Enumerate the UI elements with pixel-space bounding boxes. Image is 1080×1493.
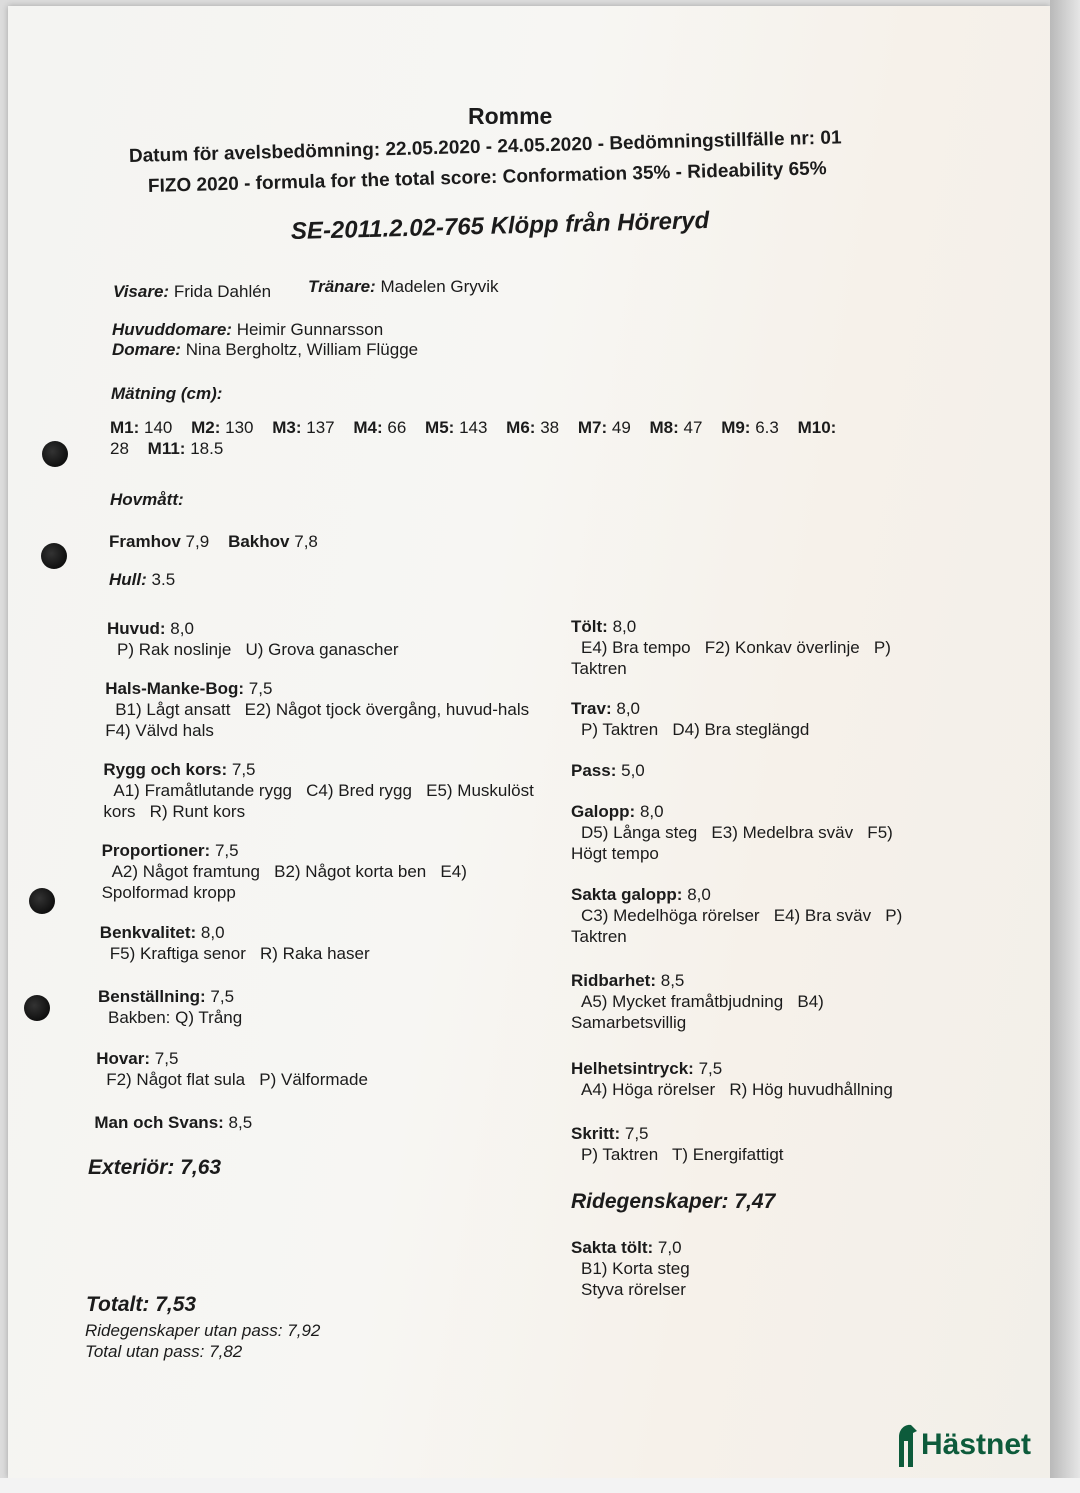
section-comment: P) Taktren T) Energifattigt [581,1145,784,1164]
section-label: Sakta galopp: [571,885,683,904]
measurement-value: 143 [459,418,488,437]
right-section [571,616,891,679]
measurement-item [425,418,487,437]
measurement-value: 66 [387,418,407,437]
right-section [571,760,645,781]
domare-label: Domare: [112,340,181,359]
background-edge [1050,0,1080,1493]
left-section [102,840,467,903]
tranare-row [308,277,499,297]
section-comment: Spolformad kropp [101,883,236,902]
section-comment: Taktren [571,659,627,678]
domare-value: Nina Bergholtz, William Flügge [185,340,419,359]
measurement-item [506,418,559,437]
section-score: 7,5 [248,679,273,698]
sakta-tolt-comment: B1) Korta steg [581,1259,690,1278]
section-comment: F2) Något flat sula P) Välformade [106,1070,368,1089]
section-score: 8,0 [612,617,637,636]
hull-label: Hull: [109,570,147,589]
section-score: 8,0 [170,619,194,638]
section-score: 8,0 [639,802,664,821]
measurement-values [110,417,870,459]
left-section [96,1048,368,1090]
measurement-key: M11: [147,439,186,458]
section-comment: kors R) Runt kors [103,802,246,821]
measurement-key: M10: [797,418,837,437]
measurement-key: M2: [191,418,221,437]
hull-row [109,570,175,590]
section-label: Proportioner: [101,841,211,860]
section-comment: C3) Medelhöga rörelser E4) Bra sväv P) [581,906,903,925]
logo-text: Hästnet [921,1428,1032,1461]
right-section [571,801,893,864]
measurement-value: 47 [683,418,703,437]
right-section [571,1123,784,1165]
exterior-total [88,1156,221,1180]
framhov-value: 7,9 [185,532,210,551]
right-section [571,698,809,740]
section-score: 8,0 [200,923,225,942]
background-edge-bottom [0,1478,1080,1493]
section-score: 8,0 [616,699,641,718]
total-utan-pass-score: 7,82 [209,1342,243,1361]
left-section [105,678,529,741]
section-score: 8,5 [228,1113,253,1132]
rid-utan-pass-score: 7,92 [287,1321,321,1340]
section-label: Trav: [571,699,612,718]
measurement-value: 49 [611,418,631,437]
visare-label: Visare: [113,282,170,301]
section-label: Man och Svans: [94,1113,224,1132]
domare-row [112,340,418,360]
section-comment: F5) Kraftiga senor R) Raka haser [109,944,370,963]
ridegenskaper-score: 7,47 [734,1190,776,1213]
section-score: 8,5 [660,971,685,990]
measurement-value: 18.5 [190,439,224,458]
section-label: Pass: [571,761,617,780]
left-section [107,618,399,660]
dates-line: Datum för avelsbedömning: 22.05.2020 - 24.05.2020 - Bedömningstillfälle nr: 01 [128,127,842,167]
measurement-key: M1: [110,418,140,437]
measurement-item [650,418,703,437]
measurement-key: M3: [272,418,302,437]
grand-total [86,1293,196,1317]
section-label: Benställning: [98,987,206,1006]
section-score: 8,0 [687,885,711,904]
bakhov-label: Bakhov [228,532,290,551]
framhov-label: Framhov [109,532,181,551]
measurement-key: M6: [506,418,536,437]
measurement-value: 130 [225,418,254,437]
measurement-label: Mätning (cm): [111,384,223,403]
section-comment: E4) Bra tempo F2) Konkav överlinje P) [581,638,891,657]
section-comment: Högt tempo [571,844,659,863]
measurement-value: 6.3 [755,418,779,437]
section-comment: A4) Höga rörelser R) Hög huvudhållning [581,1080,893,1099]
measurement-item [721,418,779,437]
tranare-label: Tränare: [308,277,376,296]
section-score: 7,5 [214,841,239,860]
section-comment: Samarbetsvillig [571,1013,687,1032]
measurement-value: 140 [144,418,173,437]
section-label: Galopp: [571,802,636,821]
measurement-value: 28 [110,439,129,458]
huvuddomare-row [112,320,383,340]
right-section [571,970,824,1033]
section-label: Tölt: [571,617,608,636]
visare-value: Frida Dahlén [173,282,272,301]
section-label: Hals-Manke-Bog: [105,679,245,698]
sakta-tolt-section [571,1237,690,1300]
hastnet-logo [893,1420,1031,1470]
measurement-item [578,418,631,437]
hoof-row [109,532,318,552]
bakhov-value: 7,8 [294,532,318,551]
huvuddomare-label: Huvuddomare: [112,320,232,339]
formula-line: FIZO 2020 - formula for the total score: Conformation 35% - Rideability 65% [147,158,827,197]
section-score: 5,0 [621,761,645,780]
punch-hole [29,888,55,914]
visare-row [113,282,271,302]
section-label: Helhetsintryck: [571,1059,694,1078]
section-score: 7,5 [154,1049,179,1068]
ridegenskaper-label: Ridegenskaper: [571,1190,729,1213]
section-score: 7,5 [210,987,235,1006]
right-section [571,1058,893,1100]
hull-value: 3.5 [151,570,176,589]
section-score: 7,5 [698,1059,723,1078]
punch-hole [41,543,67,569]
punch-hole [24,995,50,1021]
total-label: Totalt: [86,1293,150,1316]
section-comment: B1) Lågt ansatt E2) Något tjock övergång, huvud-hals [115,700,530,719]
sakta-tolt-label: Sakta tölt: [571,1238,654,1257]
horse-head-icon [893,1423,919,1467]
section-comment: Taktren [571,927,627,946]
section-comment: A2) Något framtung B2) Något korta ben E4) [111,862,467,881]
huvuddomare-value: Heimir Gunnarsson [236,320,384,339]
section-comment: P) Rak noslinje U) Grova ganascher [117,640,399,659]
location-title: Romme [468,103,553,129]
rid-utan-pass-label: Ridegenskaper utan pass: [85,1321,283,1340]
sakta-tolt-comment: Styva rörelser [581,1280,686,1299]
total-score: 7,53 [155,1293,197,1316]
section-label: Ridbarhet: [571,971,656,990]
exterior-label: Exteriör: [88,1156,175,1179]
measurement-item [353,418,406,437]
left-section [103,759,533,822]
section-comment: A5) Mycket framåtbjudning B4) [581,992,824,1011]
hoof-label: Hovmått: [110,490,184,509]
ridegenskaper-total [571,1190,775,1214]
measurement-value: 38 [540,418,560,437]
measurement-item [191,418,253,437]
right-section [571,884,902,947]
total-utan-pass-row [85,1342,242,1362]
measurement-item [272,418,334,437]
section-comment: Bakben: Q) Trång [108,1008,243,1027]
section-score: 7,5 [231,760,256,779]
left-section [98,986,242,1028]
punch-hole [42,441,68,467]
left-section [94,1112,252,1133]
measurement-item [148,439,224,458]
measurement-key: M4: [353,418,383,437]
section-comment: A1) Framåtlutande rygg C4) Bred rygg E5) Muskulöst [113,781,534,800]
sakta-tolt-score: 7,0 [657,1238,682,1257]
section-comment: F4) Välvd hals [105,721,214,740]
section-comment: P) Taktren D4) Bra steglängd [581,720,810,739]
rid-utan-pass-row [85,1321,320,1341]
measurement-key: M8: [649,418,679,437]
measurement-key: M5: [425,418,455,437]
section-score: 7,5 [624,1124,649,1143]
measurement-key: M7: [577,418,608,437]
section-label: Benkvalitet: [99,923,197,942]
left-section [100,922,370,964]
measurement-value: 137 [306,418,335,437]
measurement-key: M9: [721,418,751,437]
exterior-score: 7,63 [180,1156,222,1179]
horse-name: SE-2011.2.02-765 Klöpp från Höreryd [290,207,710,245]
section-label: Rygg och kors: [103,760,228,779]
measurement-item [110,418,172,437]
tranare-value: Madelen Gryvik [380,277,499,296]
section-label: Huvud: [107,619,166,638]
total-utan-pass-label: Total utan pass: [85,1342,205,1361]
section-label: Hovar: [96,1049,151,1068]
section-label: Skritt: [571,1124,621,1143]
section-comment: D5) Långa steg E3) Medelbra sväv F5) [581,823,893,842]
